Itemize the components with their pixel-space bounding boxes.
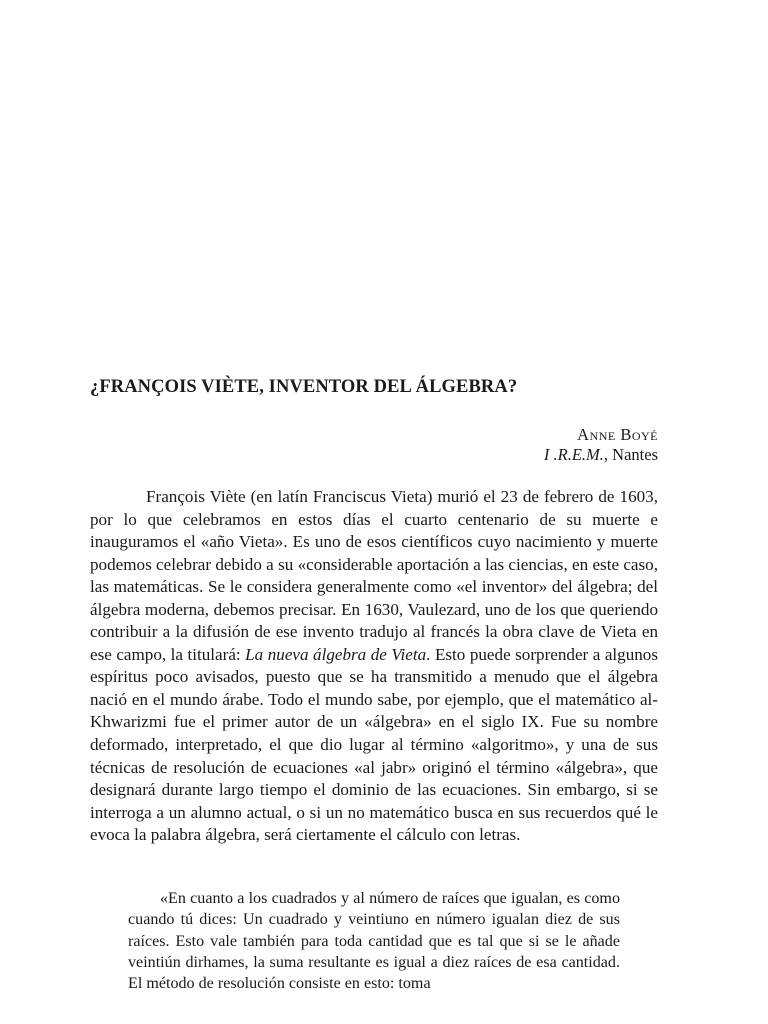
author-block xyxy=(544,425,658,465)
affiliation-city: , Nantes xyxy=(603,445,658,464)
affiliation xyxy=(544,445,658,465)
affiliation-institution: I .R.E.M. xyxy=(543,445,604,464)
quote-text: «En cuanto a los cuadrados y al número de raíces que igualan, es como cuando tú dices: Un cuadrado y veintiuno en número igualan diez de sus raíces. Esto vale también para toda cantidad que es tal que si se le añade veintiún dirhames, la suma resultante es igual a diez raíces de esa cantidad. El método de resolución consiste en esto: toma xyxy=(128,890,620,993)
book-title: La nueva álgebra de Vieta xyxy=(245,644,427,664)
block-quote xyxy=(128,888,620,994)
paragraph-text-end: . Esto puede sorprender a algunos espíritus poco avisados, puesto que se ha transmitido a menudo que el álgebra nació en el mundo árabe. Todo el mundo sabe, por ejemplo, que el matemático al-Khwarizmi fue el primer autor de un «álgebra» en el siglo IX. Fue su nombre deformado, interpretado, el que dio lugar al término «algoritmo», y una de sus técnicas de resolución de ecuaciones «al jabr» originó el término «álgebra», que designará durante largo tiempo el dominio de las ecuaciones. Sin embargo, si se interroga a un alumno actual, o si un no matemático busca en sus recuerdos qué le evoca la palabra álgebra, será ciertamente el cálculo con letras. xyxy=(90,644,659,845)
author-name: Anne Boyé xyxy=(577,425,658,444)
article-title: ¿FRANÇOIS VIÈTE, INVENTOR DEL ÁLGEBRA? xyxy=(90,377,518,397)
paragraph-text-start: François Viète (en latín Franciscus Vieta) murió el 23 de febrero de 1603, por lo que celebramos en estos días el cuarto centenario de su muerte e inauguramos el «año Vieta». Es uno de esos científicos cuyo nacimiento y muerte podemos celebrar debido a su «considerable aportación a las ciencias, en este caso, las matemáticas. Se le considera generalmente como «el inventor» del álgebra; del álgebra moderna, debemos precisar. En 1630, Vaulezard, uno de los que queriendo contribuir a la difusión de ese invento tradujo al francés la obra clave de Vieta en ese campo, la titulará: xyxy=(90,487,658,664)
body-text xyxy=(90,486,658,847)
body-paragraph xyxy=(90,486,658,847)
